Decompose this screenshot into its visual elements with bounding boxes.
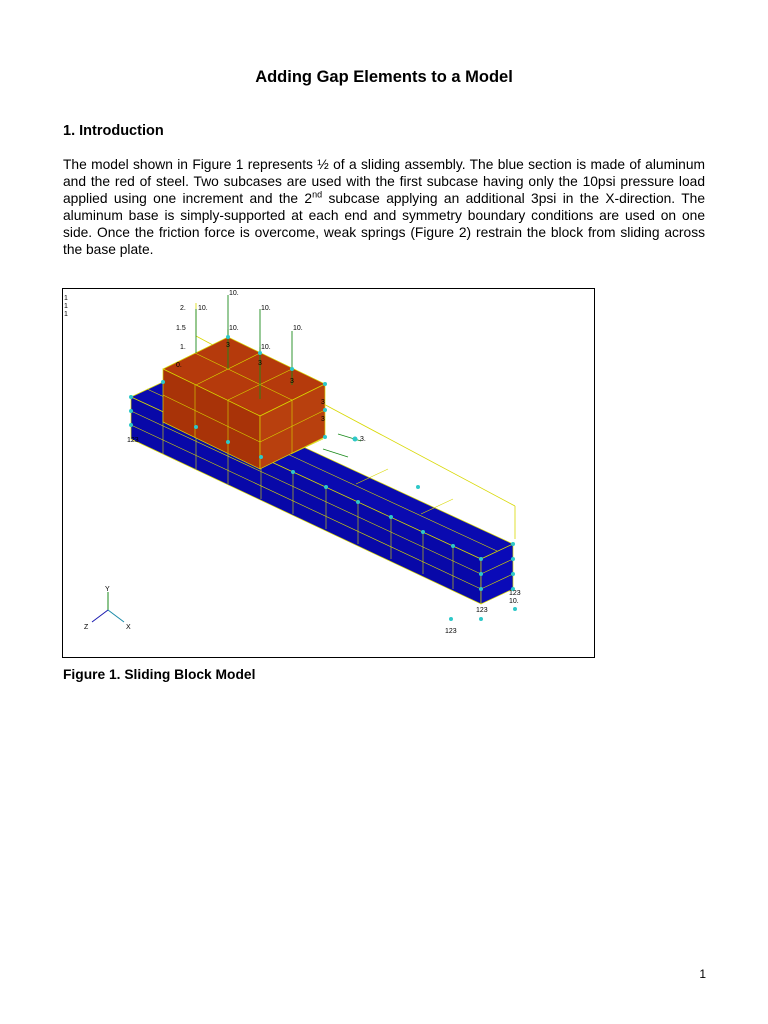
side-label-2: 1	[64, 303, 68, 310]
load-label-e: 10.	[261, 344, 271, 351]
axis-y-label: Y	[105, 586, 110, 593]
constraint-label-right-3: 123	[445, 628, 457, 635]
section-heading: 1. Introduction	[63, 123, 164, 139]
load-label-a: 10.	[198, 305, 208, 312]
fem-model-drawing	[63, 289, 595, 658]
axis-x-label: X	[126, 624, 131, 631]
marker-label-d: 3	[321, 399, 325, 406]
axis-z-label: Z	[84, 624, 89, 631]
scale-label-2: 2.	[180, 305, 186, 312]
paragraph-text-part-1: The model shown in Figure 1 represents ½ of a sliding assembly. The blue section is made of aluminum and the red of steel. Two subcases are used with the first subcase having only the 10psi pressure load applied using one increment and the 2	[63, 157, 705, 206]
scale-label-1: 1.	[180, 344, 186, 351]
figure-caption: Figure 1. Sliding Block Model	[63, 667, 256, 682]
constraint-label-right-1: 123	[509, 590, 521, 597]
load-label-f: 10.	[229, 290, 239, 297]
document-title: Adding Gap Elements to a Model	[255, 68, 513, 86]
x-load-label: 3.	[360, 436, 366, 443]
constraint-label-right-2: 123	[476, 607, 488, 614]
load-label-d: 10.	[293, 325, 303, 332]
load-label-b: 10.	[261, 305, 271, 312]
figure-1-sliding-block-model	[62, 288, 595, 658]
side-label-1: 1	[64, 295, 68, 302]
marker-label-e: 3	[321, 416, 325, 423]
marker-label-a: 3	[226, 342, 230, 349]
scale-label-1-5: 1.5	[176, 325, 186, 332]
intro-paragraph	[63, 156, 705, 258]
side-label-3: 1	[64, 311, 68, 318]
axis-triad	[84, 586, 131, 631]
right-load-label: 10.	[509, 598, 519, 605]
marker-label-b: 3	[258, 360, 262, 367]
paragraph-text-part-2: subcase applying an additional 3psi in the X-direction. The aluminum base is simply-supported at each end and symmetry boundary conditions are used on one side. Once the friction force is overcome, weak springs (Figure 2) restrain the block from sliding across the base plate.	[63, 191, 705, 257]
marker-label-c: 3	[290, 378, 294, 385]
constraint-label-left: 123	[127, 437, 139, 444]
scale-label-0: 0.	[176, 362, 182, 369]
ordinal-superscript: nd	[312, 189, 323, 200]
page-number: 1	[699, 967, 706, 981]
load-label-c: 10.	[229, 325, 239, 332]
